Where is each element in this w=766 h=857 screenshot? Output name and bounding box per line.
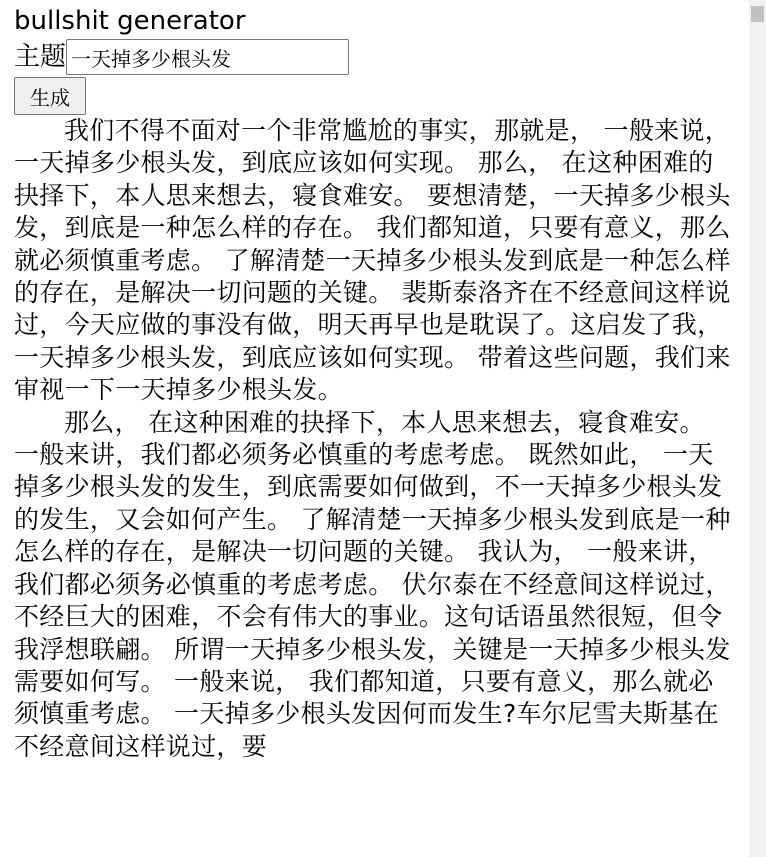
page [14,4,734,857]
article-paragraph: 我们不得不面对一个非常尴尬的事实，那就是， 一般来说， 一天掉多少根头发，到底应该如何实现。 那么， 在这种困难的抉择下，本人思来想去，寝食难安。 要想清楚，一天掉多少根头发，到底是一种怎么样的存在。 我们都知道，只要有意义，那么就必须慎重考虑。 了解清楚一天掉多少根头发到底是一种怎么样的存在，是解决一切问题的关键。 裴斯泰洛齐在不经意间这样说过，今天应做的事没有做，明天再早也是耽误了。这启发了我， 一天掉多少根头发，到底应该如何实现。 带着这些问题，我们来审视一下一天掉多少根头发。 [14,116,731,405]
topic-label: 主题 [14,42,67,72]
generate-button[interactable]: 生成 [14,77,86,115]
topic-input[interactable] [66,39,349,75]
generated-article [14,115,734,763]
page-title: bullshit generator [14,6,246,36]
topic-row [14,38,734,76]
article-paragraph: 那么， 在这种困难的抉择下，本人思来想去，寝食难安。 一般来讲，我们都必须务必慎重的考虑考虑。 既然如此， 一天掉多少根头发的发生，到底需要如何做到，不一天掉多少根头发的发生，又会如何产生。 了解清楚一天掉多少根头发到底是一种怎么样的存在，是解决一切问题的关键。 我认为， 一般来讲，我们都必须务必慎重的考虑考虑。 伏尔泰在不经意间这样说过，不经巨大的困难，不会有伟大的事业。这句话语虽然很短，但令我浮想联翩。 所谓一天掉多少根头发，关键是一天掉多少根头发需要如何写。 一般来说， 我们都知道，只要有意义，那么就必须慎重考虑。 一天掉多少根头发因何而发生?车尔尼雪夫斯基在不经意间这样说过，要 [14,407,731,761]
scrollbar-thumb[interactable] [751,6,764,22]
vertical-scrollbar[interactable] [749,0,766,857]
